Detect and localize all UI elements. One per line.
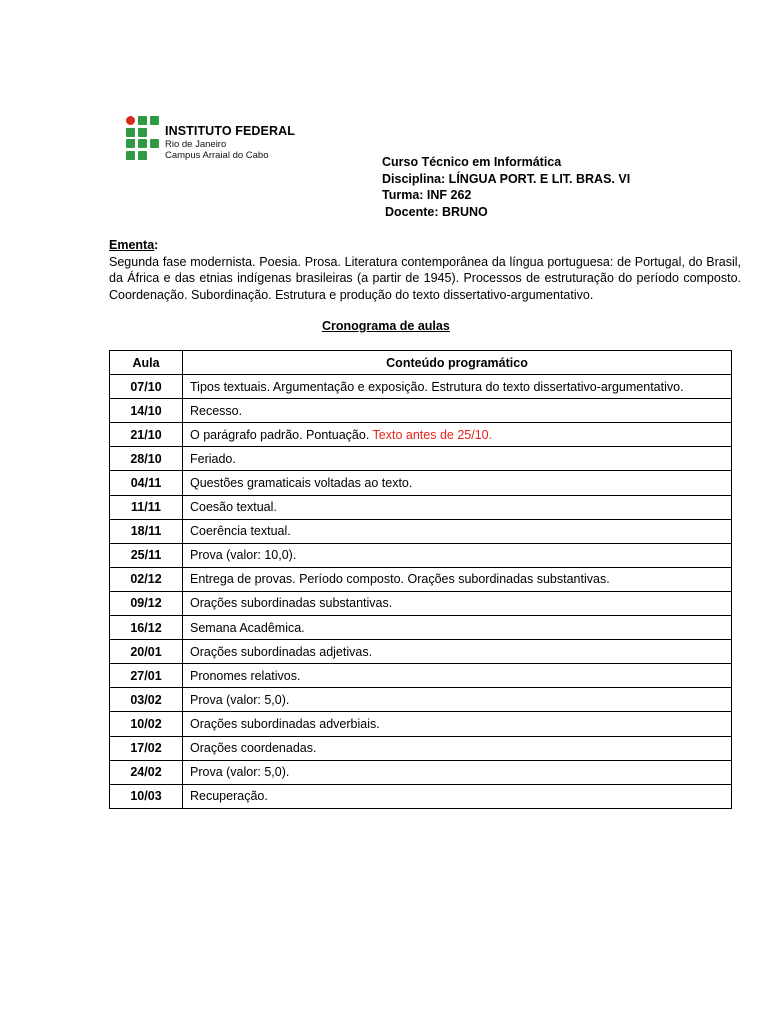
table-row <box>110 664 732 688</box>
institution-logo <box>118 108 304 170</box>
row-content: Questões gramaticais voltadas ao texto. <box>183 471 732 495</box>
table-row <box>110 495 732 519</box>
table-row <box>110 616 732 640</box>
logo-line-1: Rio de Janeiro <box>165 139 227 150</box>
row-content: Prova (valor: 10,0). <box>183 543 732 567</box>
row-content: Semana Acadêmica. <box>183 616 732 640</box>
row-date: 07/10 <box>110 375 183 399</box>
table-row <box>110 760 732 784</box>
schedule-table <box>109 350 732 809</box>
logo-line-2: Campus Arraial do Cabo <box>165 150 269 161</box>
row-content: Coerência textual. <box>183 519 732 543</box>
row-date: 16/12 <box>110 616 183 640</box>
course-name: Curso Técnico em Informática <box>382 155 562 169</box>
table-row <box>110 736 732 760</box>
row-date: 20/01 <box>110 640 183 664</box>
row-content: Pronomes relativos. <box>183 664 732 688</box>
table-row <box>110 399 732 423</box>
row-content: Tipos textuais. Argumentação e exposição. Estrutura do texto dissertativo-argumentativo. <box>183 375 732 399</box>
ementa-text: Segunda fase modernista. Poesia. Prosa. Literatura contemporânea da língua portuguesa: de Portugal, do Brasil, da África e das etnias indígenas brasileiras (a partir de 1945). Processos de estruturação do período composto. Coordenação. Subordinação. Estrutura e produção do texto dissertativo-argumentativo. <box>109 254 741 302</box>
ementa-section <box>109 237 741 303</box>
schedule-title: Cronograma de aulas <box>322 319 450 333</box>
table-row <box>110 447 732 471</box>
row-date: 14/10 <box>110 399 183 423</box>
row-date: 03/02 <box>110 688 183 712</box>
row-date: 11/11 <box>110 495 183 519</box>
row-content: Recuperação. <box>183 784 732 808</box>
highlight-note: Texto antes de 25/10. <box>372 427 493 442</box>
row-date: 28/10 <box>110 447 183 471</box>
row-date: 09/12 <box>110 591 183 615</box>
row-content: Recesso. <box>183 399 732 423</box>
row-date: 04/11 <box>110 471 183 495</box>
table-row <box>110 591 732 615</box>
table-row <box>110 688 732 712</box>
row-content: Entrega de provas. Período composto. Orações subordinadas substantivas. <box>183 567 732 591</box>
row-content: Orações subordinadas substantivas. <box>183 591 732 615</box>
row-date: 21/10 <box>110 423 183 447</box>
row-date: 10/03 <box>110 784 183 808</box>
row-content: O parágrafo padrão. Pontuação. Texto antes de 25/10. <box>183 423 732 447</box>
course-info <box>382 154 630 220</box>
row-date: 17/02 <box>110 736 183 760</box>
row-content: Prova (valor: 5,0). <box>183 760 732 784</box>
table-row <box>110 519 732 543</box>
table-row <box>110 784 732 808</box>
table-header-row <box>110 351 732 375</box>
logo-squares-icon <box>126 116 160 160</box>
table-row <box>110 567 732 591</box>
class-name: Turma: INF 262 <box>382 188 472 202</box>
row-date: 02/12 <box>110 567 183 591</box>
table-row <box>110 640 732 664</box>
ementa-colon: : <box>154 238 159 252</box>
row-date: 24/02 <box>110 760 183 784</box>
row-date: 18/11 <box>110 519 183 543</box>
row-content: Prova (valor: 5,0). <box>183 688 732 712</box>
header-date: Aula <box>110 351 183 375</box>
row-content: Orações subordinadas adjetivas. <box>183 640 732 664</box>
ementa-label: Ementa <box>109 238 155 252</box>
row-content: Coesão textual. <box>183 495 732 519</box>
row-date: 10/02 <box>110 712 183 736</box>
discipline-name: Disciplina: LÍNGUA PORT. E LIT. BRAS. VI <box>382 171 631 186</box>
logo-title: INSTITUTO FEDERAL <box>165 124 295 138</box>
table-row <box>110 712 732 736</box>
row-content: Orações coordenadas. <box>183 736 732 760</box>
row-content: Orações subordinadas adverbiais. <box>183 712 732 736</box>
row-date: 27/01 <box>110 664 183 688</box>
teacher-name: Docente: BRUNO <box>385 204 488 219</box>
row-content: Feriado. <box>183 447 732 471</box>
ementa-heading <box>109 237 741 254</box>
header-content: Conteúdo programático <box>183 351 732 375</box>
table-row <box>110 543 732 567</box>
table-row <box>110 423 732 447</box>
table-row <box>110 471 732 495</box>
row-date: 25/11 <box>110 543 183 567</box>
table-row <box>110 375 732 399</box>
